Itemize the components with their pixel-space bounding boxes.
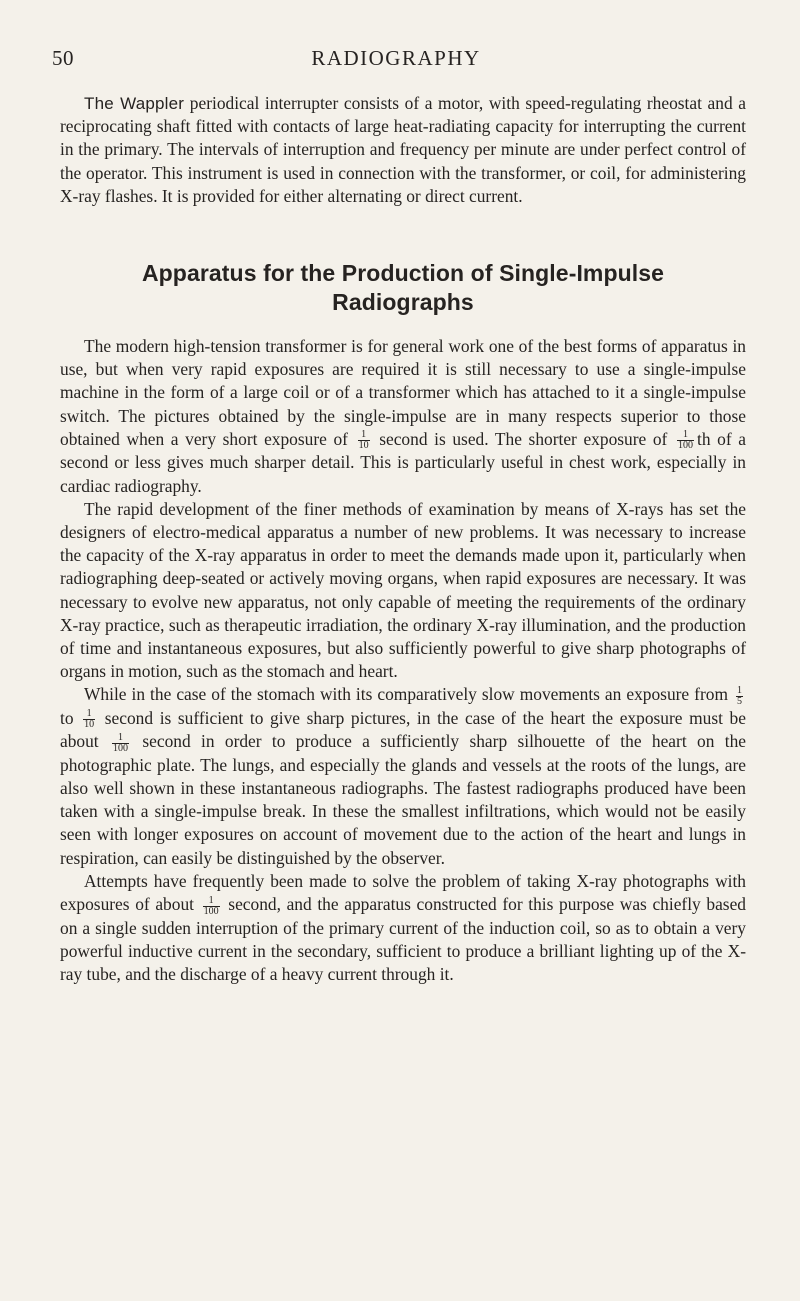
paragraph-3 bbox=[60, 683, 746, 870]
fraction-numerator: 1 bbox=[208, 894, 214, 906]
fraction-numerator: 1 bbox=[737, 684, 742, 696]
intro-text: periodical interrupter consists of a motor, with speed-regulating rheostat and a reciprocating shaft fitted with contacts of large heat-radiating capacity for interrupting the current in the primary. The intervals of interruption and frequency per minute are under perfect control of the operator. This instrument is used in connection with the transformer, or coil, for administering X-ray flashes. It is provided for either alternating or direct current. bbox=[60, 93, 746, 206]
fraction-denominator: 100 bbox=[203, 905, 219, 917]
paragraph-1-part-c: th of a second or less gives much sharper detail. This is particularly useful in chest work, especially in cardiac radiography. bbox=[60, 428, 746, 496]
intro-paragraph bbox=[60, 92, 746, 208]
fraction-one-tenth bbox=[83, 709, 95, 730]
fraction-denominator: 100 bbox=[677, 440, 693, 452]
fraction-one-hundredth bbox=[677, 430, 694, 451]
paragraph-3-part-c: second is sufficient to give sharp pictures, in the case of the heart the exposure must be about bbox=[60, 707, 746, 752]
paragraph-1-part-b: second is used. The shorter exposure of bbox=[379, 428, 668, 449]
paragraph-3-part-b: to bbox=[60, 707, 74, 728]
paragraph-4-part-b: second, and the apparatus constructed for this purpose was chiefly based on a single sudden interruption of the primary current of the induction coil, so as to obtain a very powerful inductive current in the secondary, sufficient to produce a brilliant lighting up of the X-ray tube, and the discharge of a heavy current through it. bbox=[60, 894, 746, 984]
fraction-denominator: 10 bbox=[358, 440, 369, 452]
section-heading bbox=[60, 259, 746, 317]
fraction-denominator: 5 bbox=[737, 695, 742, 707]
fraction-one-tenth bbox=[358, 430, 370, 451]
fraction-numerator: 1 bbox=[361, 429, 367, 441]
page-number: 50 bbox=[52, 46, 74, 70]
paragraph-1 bbox=[60, 335, 746, 498]
paragraph-3-part-d: second in order to produce a sufficiently sharp silhouette of the heart on the photographic plate. The lungs, and especially the glands and vessels at the roots of the lungs, are also well shown in these instantaneous radiographs. The fastest radiographs produced have been taken with a single-impulse break. In these the smallest infiltrations, which would not be easily seen with longer exposures on account of movement due to the action of the heart and lungs in respiration, can easily be distinguished by the observer. bbox=[60, 731, 746, 868]
fraction-denominator: 100 bbox=[113, 742, 128, 754]
page-header bbox=[52, 46, 740, 76]
fraction-one-hundredth bbox=[112, 733, 129, 754]
lead-in-text: The Wappler bbox=[84, 94, 185, 113]
page-body bbox=[60, 92, 746, 986]
fraction-numerator: 1 bbox=[682, 429, 688, 441]
running-head: RADIOGRAPHY bbox=[311, 46, 481, 70]
paragraph-4 bbox=[60, 870, 746, 986]
section-heading-line2: Radiographs bbox=[332, 289, 474, 316]
fraction-numerator: 1 bbox=[86, 708, 92, 720]
paragraph-4-part-a: Attempts have frequently been made to solve the problem of taking X-ray photographs with exposures of about bbox=[60, 870, 746, 915]
fraction-one-hundredth bbox=[203, 896, 220, 917]
paragraph-3-part-a: While in the case of the stomach with its comparatively slow movements an exposure from bbox=[84, 684, 728, 705]
fraction-one-fifth bbox=[736, 686, 743, 707]
paragraph-2: The rapid development of the finer methods of examination by means of X-rays has set the designers of electro-medical apparatus a number of new problems. It was necessary to increase the capacity of the X-ray apparatus in order to meet the demands made upon it, particularly when radiographing deep-seated or actively moving organs, when rapid exposures are necessary. It was necessary to evolve new apparatus, not only capable of meeting the requirements of the ordinary X-ray practice, such as therapeutic irradiation, the ordinary X-ray illumination, and the production of time and instantaneous exposures, but also sufficiently powerful to give sharp photographs of organs in motion, such as the stomach and heart. bbox=[60, 498, 746, 682]
section-heading-line1: Apparatus for the Production of Single-Impulse bbox=[141, 260, 665, 287]
paragraph-1-part-a: The modern high-tension transformer is for general work one of the best forms of apparatus in use, but when very rapid exposures are required it is still necessary to use a single-impulse machine in the form of a large coil or of a transformer which has attached to it a single-impulse switch. The pictures obtained by the single-impulse are in many respects superior to those obtained when a very short exposure of bbox=[60, 336, 746, 449]
fraction-denominator: 10 bbox=[84, 719, 95, 731]
fraction-numerator: 1 bbox=[118, 731, 123, 743]
